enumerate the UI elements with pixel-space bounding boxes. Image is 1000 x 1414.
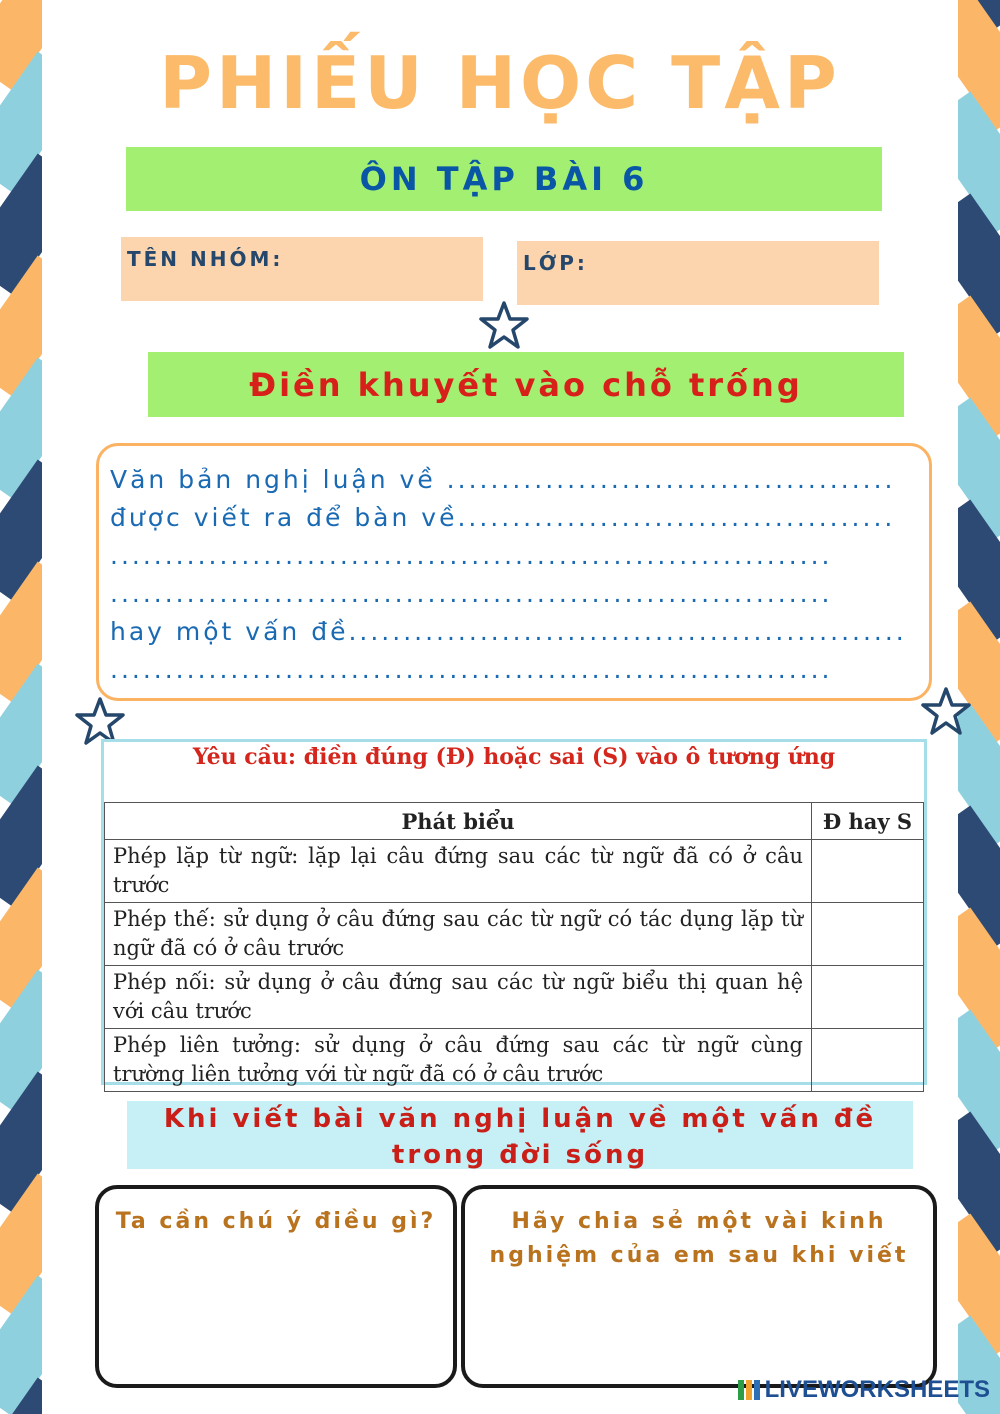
table-row: [105, 840, 924, 903]
subtitle-bar: [126, 147, 882, 211]
brand-text: LIVEWORKSHEETS: [764, 1376, 990, 1403]
true-false-table-panel: [101, 739, 927, 1085]
answer-cell[interactable]: [812, 903, 924, 966]
writing-heading-bar: [127, 1101, 913, 1169]
fill-line-1[interactable]: Văn bản nghị luận về .........................................: [110, 465, 896, 494]
column-header-answer: Đ hay S: [812, 803, 924, 840]
column-header-statement: Phát biểu: [105, 803, 812, 840]
statement-cell: Phép liên tưởng: sử dụng ở câu đứng sau các từ ngữ cùng trường liên tưởng với từ ngữ đã có ở câu trước: [105, 1029, 812, 1092]
attention-answer-box[interactable]: [95, 1185, 457, 1388]
star-outline-icon: [920, 686, 972, 738]
subtitle-text: ÔN TẬP BÀI 6: [359, 160, 649, 198]
requirement-text: Yêu cầu: điền đúng (Đ) hoặc sai (S) vào ô tương ứng: [192, 744, 836, 770]
answer-cell[interactable]: [812, 966, 924, 1029]
true-false-table: [104, 802, 924, 1092]
footer-brand: [737, 1376, 990, 1404]
star-outline-icon: [478, 300, 530, 352]
fill-blank-heading-bar: [148, 352, 904, 417]
statement-cell: Phép lặp từ ngữ: lặp lại câu đứng sau các từ ngữ đã có ở câu trước: [105, 840, 812, 903]
fill-line-2[interactable]: được viết ra để bàn về........................................: [110, 503, 896, 532]
class-label: LỚP:: [523, 251, 588, 275]
table-row: [105, 903, 924, 966]
liveworksheets-logo-icon: [737, 1378, 761, 1402]
class-field[interactable]: [517, 241, 879, 305]
table-header-row: [105, 803, 924, 840]
group-name-label: TÊN NHÓM:: [127, 247, 284, 271]
fill-blank-heading: Điền khuyết vào chỗ trống: [249, 365, 803, 404]
answer-cell[interactable]: [812, 1029, 924, 1092]
writing-heading: Khi viết bài văn nghị luận về một vấn đề trong đời sống: [163, 1104, 877, 1170]
fill-line-4[interactable]: ..................................................................: [110, 579, 833, 608]
fill-line-5[interactable]: hay một vấn đề...................................................: [110, 617, 907, 646]
attention-question: Ta cần chú ý điều gì?: [115, 1209, 437, 1234]
answer-cell[interactable]: [812, 840, 924, 903]
statement-cell: Phép nối: sử dụng ở câu đứng sau các từ ngữ biểu thị quan hệ với câu trước: [105, 966, 812, 1029]
fill-line-6[interactable]: ..................................................................: [110, 655, 833, 684]
page-title: PHIẾU HỌC TẬP: [159, 41, 841, 125]
fill-line-3[interactable]: ..................................................................: [110, 541, 833, 570]
experience-answer-box[interactable]: [461, 1185, 937, 1388]
statement-cell: Phép thế: sử dụng ở câu đứng sau các từ ngữ có tác dụng lặp từ ngữ đã có ở câu trước: [105, 903, 812, 966]
group-name-field[interactable]: [121, 237, 483, 301]
table-row: [105, 1029, 924, 1092]
left-stripe-border: [0, 0, 42, 1414]
table-row: [105, 966, 924, 1029]
experience-question: Hãy chia sẻ một vài kinh nghiệm của em sau khi viết: [489, 1209, 909, 1268]
